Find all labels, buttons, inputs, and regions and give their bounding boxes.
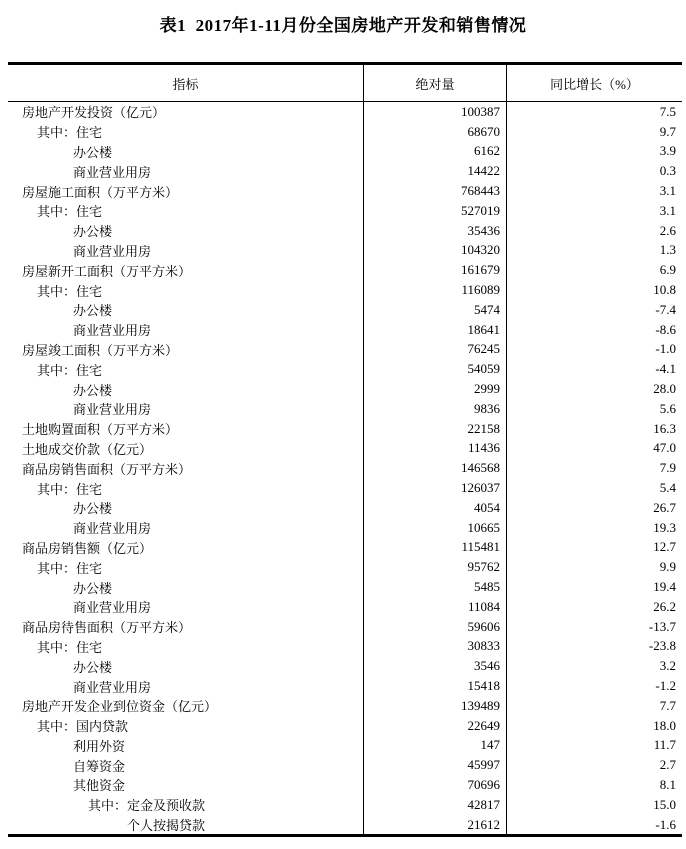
table-row <box>8 656 682 676</box>
indicator-cell: 房地产开发投资（亿元） <box>22 105 166 121</box>
growth-value-cell: 3.2 <box>659 658 676 674</box>
absolute-value-cell: 9836 <box>363 399 507 419</box>
table-row <box>8 419 682 439</box>
absolute-value-cell: 18641 <box>363 320 507 340</box>
table-row <box>8 736 682 756</box>
indicator-cell: 办公楼 <box>73 303 113 319</box>
indicator-cell: 自筹资金 <box>73 758 126 774</box>
header-absolute-value: 绝对量 <box>363 65 507 101</box>
table-row <box>8 696 682 716</box>
indicator-cell: 土地购置面积（万平方米） <box>22 422 179 438</box>
indicator-cell: 其中：定金及预收款 <box>88 798 206 814</box>
growth-value-cell: 7.5 <box>659 103 676 119</box>
indicator-cell: 商业营业用房 <box>73 323 152 339</box>
absolute-value-cell: 104320 <box>363 241 507 261</box>
growth-value-cell: 9.9 <box>659 559 676 575</box>
growth-value-cell: -1.0 <box>655 341 676 357</box>
indicator-cell: 其中：住宅 <box>37 639 103 655</box>
indicator-cell: 商业营业用房 <box>73 164 152 180</box>
absolute-value-cell: 116089 <box>363 280 507 300</box>
growth-value-cell: 3.1 <box>659 183 676 199</box>
absolute-value-cell: 11084 <box>363 597 507 617</box>
indicator-cell: 办公楼 <box>73 382 113 398</box>
indicator-cell: 其中：住宅 <box>37 362 103 378</box>
indicator-cell: 利用外资 <box>73 738 126 754</box>
growth-value-cell: 15.0 <box>653 796 676 812</box>
table-row <box>8 815 682 835</box>
growth-value-cell: 19.3 <box>653 519 676 535</box>
table-row <box>8 300 682 320</box>
indicator-cell: 房屋新开工面积（万平方米） <box>22 263 192 279</box>
table-row <box>8 260 682 280</box>
absolute-value-cell: 54059 <box>363 359 507 379</box>
absolute-value-cell: 22649 <box>363 716 507 736</box>
table-row <box>8 498 682 518</box>
absolute-value-cell: 2999 <box>363 379 507 399</box>
indicator-cell: 个人按揭贷款 <box>127 818 206 834</box>
indicator-cell: 其中：国内贷款 <box>37 719 129 735</box>
indicator-cell: 土地成交价款（亿元） <box>22 441 153 457</box>
indicator-cell: 其中：住宅 <box>37 204 103 220</box>
indicator-cell: 其他资金 <box>73 778 126 794</box>
table-row <box>8 399 682 419</box>
table-row <box>8 775 682 795</box>
absolute-value-cell: 45997 <box>363 755 507 775</box>
table-row <box>8 379 682 399</box>
indicator-cell: 办公楼 <box>73 224 113 240</box>
header-indicator: 指标 <box>172 76 199 92</box>
indicator-cell: 办公楼 <box>73 659 113 675</box>
table-row <box>8 716 682 736</box>
indicator-cell: 商品房销售面积（万平方米） <box>22 461 192 477</box>
absolute-value-cell: 42817 <box>363 795 507 815</box>
table-row <box>8 241 682 261</box>
absolute-value-cell: 21612 <box>363 815 507 835</box>
growth-value-cell: 7.7 <box>659 697 676 713</box>
table-row <box>8 142 682 162</box>
growth-value-cell: 11.7 <box>653 737 676 753</box>
indicator-cell: 办公楼 <box>73 580 113 596</box>
growth-value-cell: -1.2 <box>655 678 676 693</box>
table-row <box>8 201 682 221</box>
indicator-cell: 商业营业用房 <box>73 521 152 537</box>
growth-value-cell: 12.7 <box>653 539 676 555</box>
absolute-value-cell: 76245 <box>363 340 507 360</box>
growth-value-cell: 47.0 <box>653 440 676 456</box>
table-row <box>8 755 682 775</box>
growth-value-cell: 26.7 <box>653 499 676 515</box>
indicator-cell: 商业营业用房 <box>73 402 152 418</box>
absolute-value-cell: 22158 <box>363 419 507 439</box>
absolute-value-cell: 15418 <box>363 676 507 696</box>
header-yoy-growth: 同比增长（%） <box>550 76 639 92</box>
table-row <box>8 359 682 379</box>
indicator-cell: 商品房销售额（亿元） <box>22 540 153 556</box>
absolute-value-cell: 139489 <box>363 696 507 716</box>
absolute-value-cell: 35436 <box>363 221 507 241</box>
indicator-cell: 房屋竣工面积（万平方米） <box>22 342 179 358</box>
growth-value-cell: 18.0 <box>653 717 676 733</box>
table-row <box>8 557 682 577</box>
indicator-cell: 办公楼 <box>73 144 113 160</box>
indicator-cell: 其中：住宅 <box>37 125 103 141</box>
absolute-value-cell: 161679 <box>363 260 507 280</box>
growth-value-cell: 28.0 <box>653 381 676 397</box>
growth-value-cell: 3.9 <box>659 143 676 159</box>
indicator-cell: 房地产开发企业到位资金（亿元） <box>22 699 218 715</box>
table-row <box>8 102 682 122</box>
indicator-cell: 商品房待售面积（万平方米） <box>22 620 192 636</box>
statistics-table <box>8 62 682 837</box>
indicator-cell: 商业营业用房 <box>73 600 152 616</box>
indicator-cell: 房屋施工面积（万平方米） <box>22 184 179 200</box>
table-row <box>8 538 682 558</box>
table-row <box>8 280 682 300</box>
table-row <box>8 637 682 657</box>
growth-value-cell: 1.3 <box>659 242 676 258</box>
growth-value-cell: 2.6 <box>659 222 676 238</box>
indicator-cell: 其中：住宅 <box>37 481 103 497</box>
table-row <box>8 320 682 340</box>
absolute-value-cell: 10665 <box>363 518 507 538</box>
table-header-row <box>8 65 682 102</box>
growth-value-cell: -23.8 <box>648 638 676 654</box>
growth-value-cell: 8.1 <box>659 776 676 792</box>
growth-value-cell: 0.3 <box>659 163 676 179</box>
absolute-value-cell: 5474 <box>363 300 507 320</box>
table-row <box>8 340 682 360</box>
table-row <box>8 439 682 459</box>
table-row <box>8 577 682 597</box>
absolute-value-cell: 14422 <box>363 161 507 181</box>
absolute-value-cell: 11436 <box>363 439 507 459</box>
table-row <box>8 676 682 696</box>
growth-value-cell: -13.7 <box>648 618 676 634</box>
growth-value-cell: 10.8 <box>653 282 676 298</box>
growth-value-cell: -8.6 <box>655 321 676 337</box>
absolute-value-cell: 3546 <box>363 656 507 676</box>
absolute-value-cell: 68670 <box>363 122 507 142</box>
absolute-value-cell: 126037 <box>363 478 507 498</box>
table-row <box>8 478 682 498</box>
absolute-value-cell: 115481 <box>363 538 507 558</box>
absolute-value-cell: 95762 <box>363 557 507 577</box>
absolute-value-cell: 5485 <box>363 577 507 597</box>
table-row <box>8 795 682 815</box>
absolute-value-cell: 6162 <box>363 142 507 162</box>
growth-value-cell: 26.2 <box>653 598 676 614</box>
table-row <box>8 458 682 478</box>
growth-value-cell: 2.7 <box>659 757 676 773</box>
growth-value-cell: 9.7 <box>659 123 676 139</box>
growth-value-cell: 6.9 <box>659 262 676 278</box>
indicator-cell: 商业营业用房 <box>73 243 152 259</box>
growth-value-cell: 7.9 <box>659 460 676 476</box>
table-row <box>8 122 682 142</box>
growth-value-cell: -4.1 <box>655 361 676 377</box>
table-row <box>8 221 682 241</box>
table-row <box>8 518 682 538</box>
absolute-value-cell: 527019 <box>363 201 507 221</box>
absolute-value-cell: 70696 <box>363 775 507 795</box>
absolute-value-cell: 147 <box>363 736 507 756</box>
table-row <box>8 617 682 637</box>
growth-value-cell: 19.4 <box>653 579 676 595</box>
indicator-cell: 其中：住宅 <box>37 560 103 576</box>
indicator-cell: 其中：住宅 <box>37 283 103 299</box>
absolute-value-cell: 4054 <box>363 498 507 518</box>
absolute-value-cell: 100387 <box>363 102 507 122</box>
absolute-value-cell: 30833 <box>363 637 507 657</box>
absolute-value-cell: 768443 <box>363 181 507 201</box>
growth-value-cell: 5.4 <box>659 480 676 496</box>
table-body <box>8 102 682 834</box>
absolute-value-cell: 59606 <box>363 617 507 637</box>
growth-value-cell: -1.6 <box>655 816 676 832</box>
indicator-cell: 办公楼 <box>73 501 113 517</box>
growth-value-cell: -7.4 <box>655 301 676 317</box>
growth-value-cell: 3.1 <box>659 202 676 218</box>
table-row <box>8 181 682 201</box>
table-row <box>8 597 682 617</box>
table-row <box>8 161 682 181</box>
page-title: 表1 2017年1-11月份全国房地产开发和销售情况 <box>159 16 527 35</box>
absolute-value-cell: 146568 <box>363 458 507 478</box>
growth-value-cell: 16.3 <box>653 420 676 436</box>
indicator-cell: 商业营业用房 <box>73 679 152 695</box>
growth-value-cell: 5.6 <box>659 400 676 416</box>
